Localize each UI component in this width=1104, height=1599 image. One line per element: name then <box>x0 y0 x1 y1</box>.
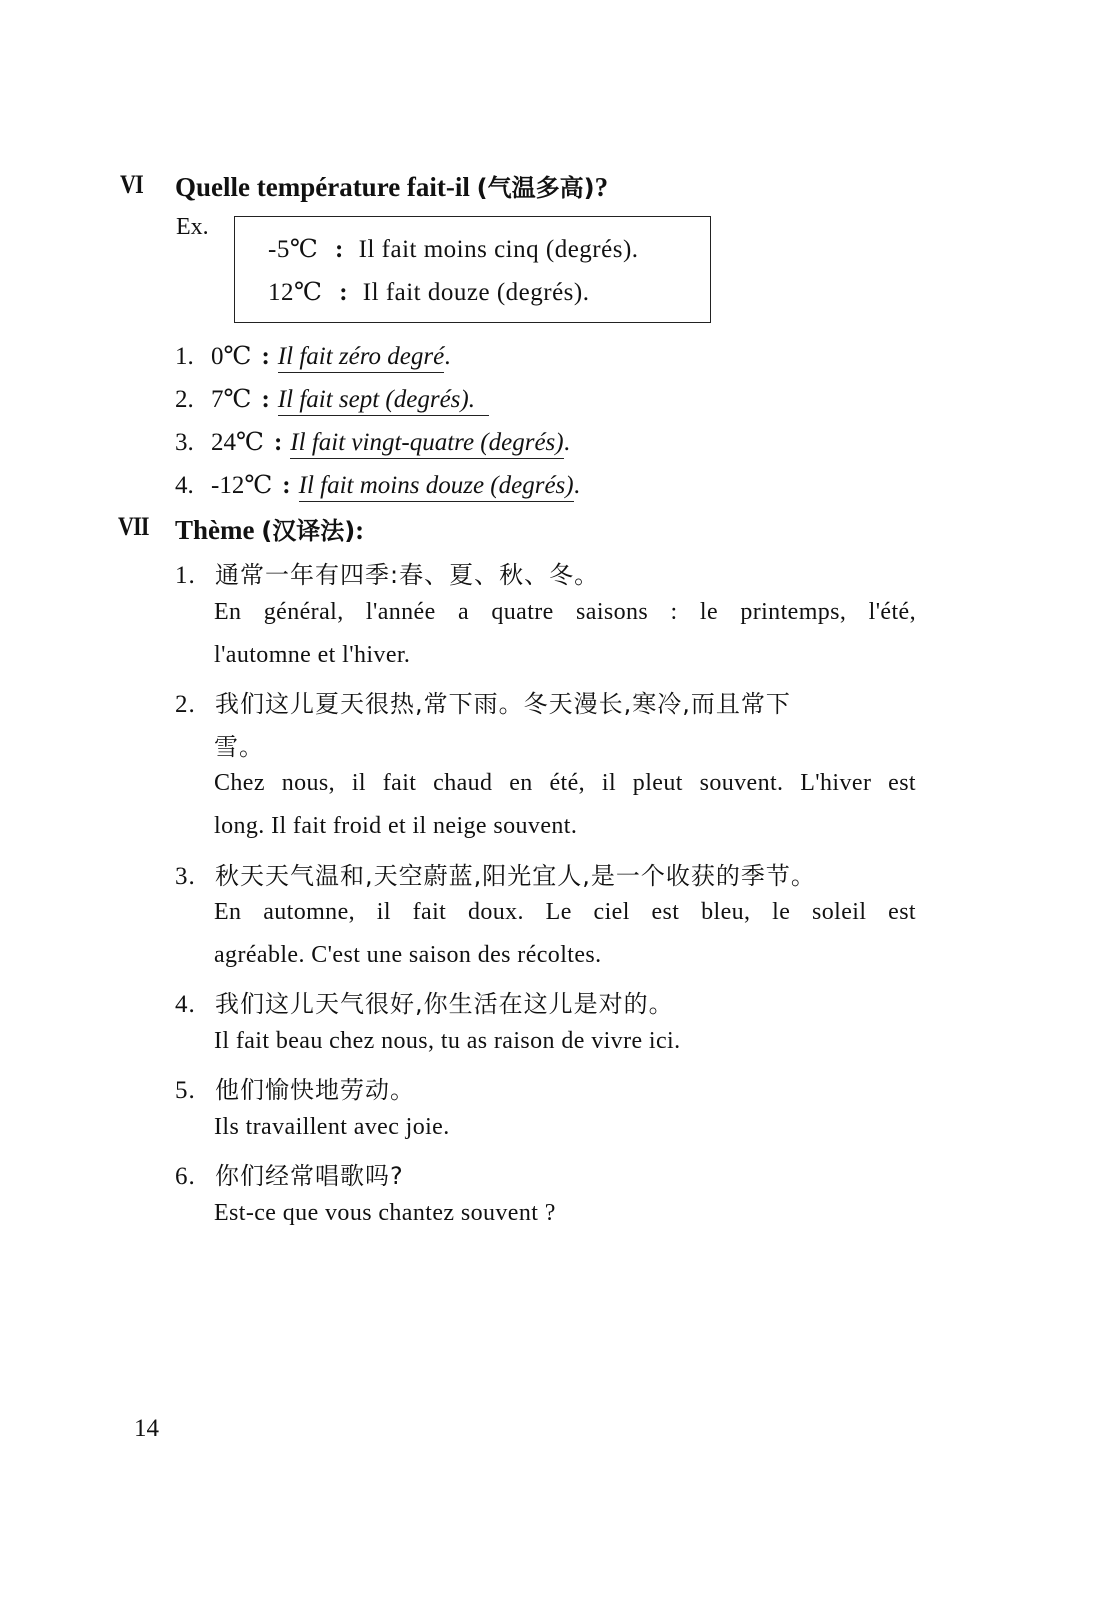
item-answer: Il fait vingt-quatre (degrés) <box>290 429 563 459</box>
item-sep: : <box>273 429 283 456</box>
translation-item-4-fr: Il fait beau chez nous, tu as raison de vivre ici. <box>214 1028 681 1054</box>
item-answer: Il fait zéro degré <box>278 343 444 373</box>
example-temp: -5℃ <box>268 236 319 263</box>
translation-item-2-fr-line-1: Chez nous, il fait chaud en été, il pleut souvent. L'hiver est <box>214 770 916 796</box>
section-vi-title-zh: (气温多高) <box>476 174 595 202</box>
item-number: 5. <box>175 1077 196 1104</box>
example-temp: 12℃ <box>268 279 323 306</box>
item-sep: : <box>261 343 270 370</box>
example-sep: : <box>339 279 349 306</box>
item-number: 3. <box>175 863 196 890</box>
example-sep: : <box>335 236 344 263</box>
section-vii-number: VII <box>118 512 149 541</box>
example-line-1 <box>268 234 639 264</box>
item-sep: : <box>261 386 270 413</box>
chinese-sentence: 他们愉快地劳动。 <box>215 1076 415 1104</box>
chinese-sentence: 你们经常唱歌吗? <box>215 1162 404 1190</box>
section-vii-title-zh: (汉译法) <box>261 517 356 545</box>
translation-item-1-fr-line-1: En général, l'année a quatre saisons : le printemps, l'été, <box>214 599 916 625</box>
translation-item-5-fr: Ils travaillent avec joie. <box>214 1114 450 1140</box>
section-vi-heading <box>175 168 608 203</box>
translation-item-2-fr-line-2: long. Il fait froid et il neige souvent. <box>214 813 578 839</box>
item-sep: : <box>282 472 291 499</box>
section-vii-heading <box>175 511 364 546</box>
translation-item-6-zh <box>175 1156 404 1191</box>
item-answer: Il fait sept (degrés). <box>278 386 489 416</box>
section-vi-title: Quelle température fait-il <box>175 172 470 202</box>
page-number: 14 <box>134 1415 159 1442</box>
item-end: . <box>444 343 451 370</box>
exercise-item-1 <box>175 341 450 371</box>
translation-item-1-zh <box>175 555 599 590</box>
chinese-sentence: 我们这儿天气很好,你生活在这儿是对的。 <box>215 990 674 1018</box>
section-vi-number: VI <box>120 170 143 199</box>
example-text: Il fait moins cinq (degrés). <box>358 236 639 263</box>
example-label: Ex. <box>176 214 209 240</box>
chinese-sentence: 通常一年有四季:春、夏、秋、冬。 <box>215 561 600 589</box>
chinese-sentence: 我们这儿夏天很热,常下雨。冬天漫长,寒冷,而且常下 <box>215 690 791 718</box>
example-line-2 <box>268 277 589 307</box>
item-number: 4. <box>175 991 196 1018</box>
item-temperature: 7℃ <box>211 386 252 413</box>
translation-item-4-zh <box>175 984 674 1019</box>
exercise-item-3 <box>175 427 570 457</box>
translation-item-6-fr: Est-ce que vous chantez souvent ? <box>214 1200 556 1226</box>
item-end: . <box>563 429 570 456</box>
translation-item-2-zh-line-2: 雪。 <box>214 733 264 761</box>
item-number: 1. <box>175 343 194 370</box>
translation-item-3-fr-line-2: agréable. C'est une saison des récoltes. <box>214 942 602 968</box>
section-vii-title: Thème <box>175 515 255 545</box>
translation-item-1-fr-line-2: l'automne et l'hiver. <box>214 642 411 668</box>
example-text: Il fait douze (degrés). <box>362 279 590 306</box>
item-temperature: -12℃ <box>211 472 273 499</box>
item-number: 2. <box>175 386 194 413</box>
item-number: 3. <box>175 429 194 456</box>
item-number: 2. <box>175 691 196 718</box>
exercise-item-2 <box>175 384 489 414</box>
chinese-sentence: 秋天天气温和,天空蔚蓝,阳光宜人,是一个收获的季节。 <box>215 862 816 890</box>
item-answer: Il fait moins douze (degrés) <box>299 472 574 502</box>
item-number: 6. <box>175 1163 196 1190</box>
translation-item-5-zh <box>175 1070 415 1105</box>
section-vi-title-end: ? <box>594 172 609 202</box>
item-temperature: 24℃ <box>211 429 264 456</box>
item-number: 4. <box>175 472 194 499</box>
translation-item-2-zh <box>175 684 791 719</box>
exercise-item-4 <box>175 470 580 500</box>
translation-item-3-zh <box>175 856 816 891</box>
item-end: . <box>573 472 580 499</box>
translation-item-3-fr-line-1: En automne, il fait doux. Le ciel est bleu, le soleil est <box>214 899 916 925</box>
item-number: 1. <box>175 562 196 589</box>
item-temperature: 0℃ <box>211 343 252 370</box>
section-vii-title-end: : <box>355 515 365 545</box>
